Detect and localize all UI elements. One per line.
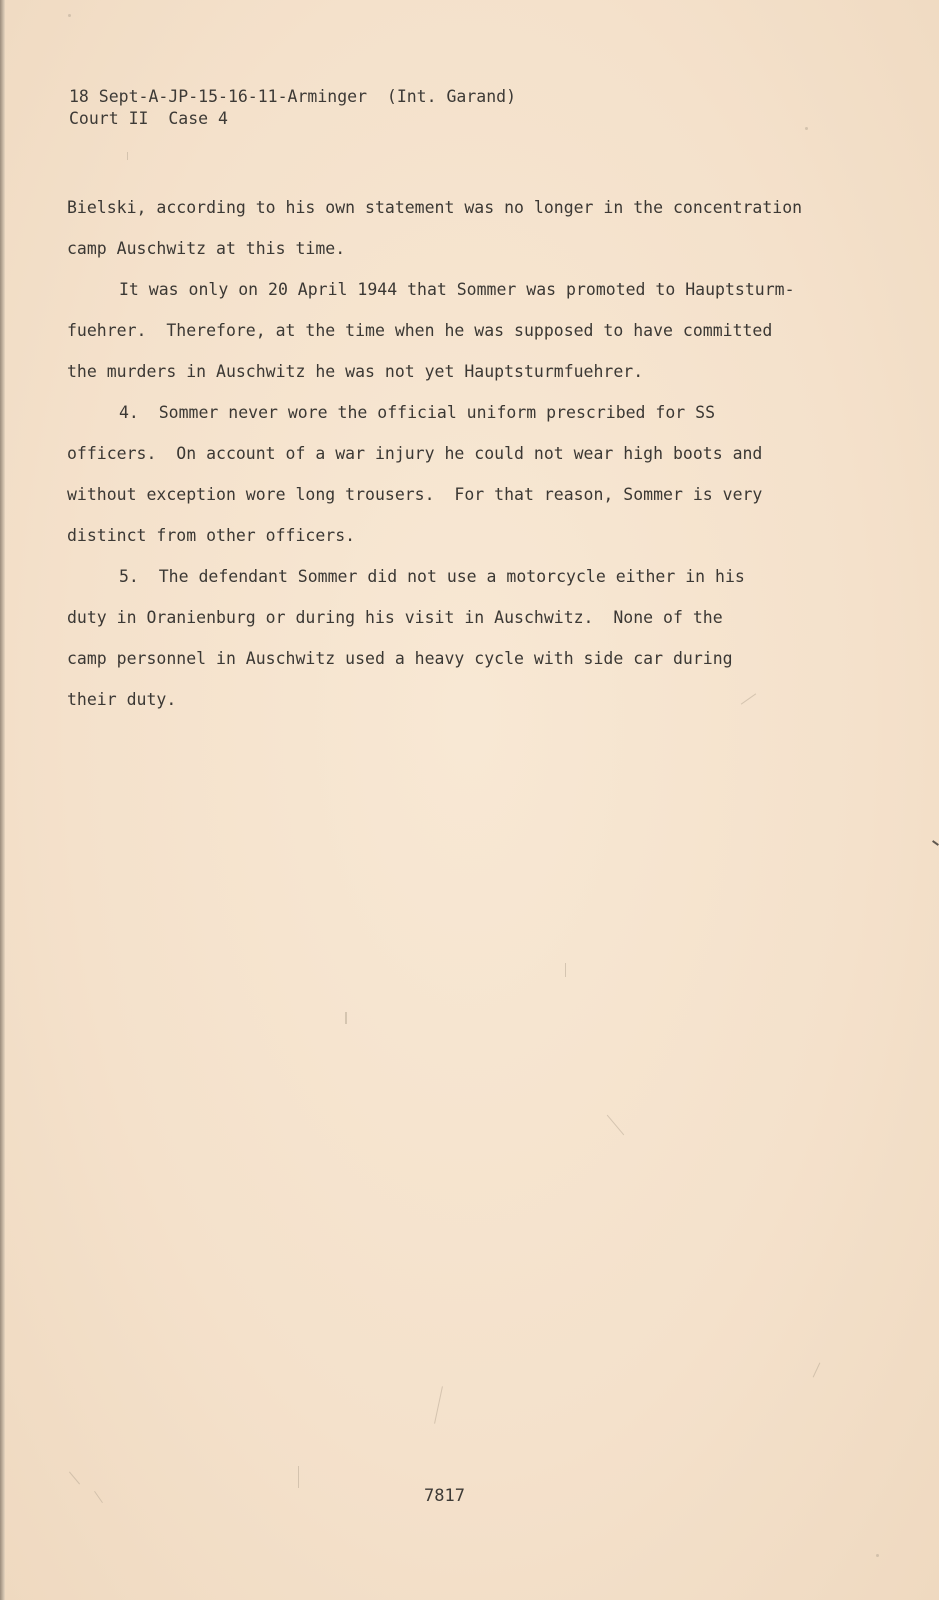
body-line: Bielski, according to his own statement was no longer in the concentration	[67, 198, 803, 217]
body-line: officers. On account of a war injury he could not wear high boots and	[67, 444, 763, 463]
paper-fiber	[345, 1012, 347, 1024]
body-line: fuehrer. Therefore, at the time when he was supposed to have committed	[67, 321, 773, 340]
body-line: duty in Oranienburg or during his visit in Auschwitz. None of the	[67, 608, 723, 627]
paper-fiber	[69, 1472, 80, 1485]
paper-edge	[0, 0, 5, 1600]
court-case-line: Court II Case 4	[69, 109, 228, 128]
paper-fiber	[434, 1386, 443, 1423]
page-number: 7817	[424, 1486, 465, 1506]
body-line: without exception wore long trousers. For that reason, Sommer is very	[67, 485, 763, 504]
paper-fiber	[813, 1363, 821, 1378]
body-line: their duty.	[67, 690, 177, 709]
body-line: camp Auschwitz at this time.	[67, 239, 346, 258]
paper-fiber	[932, 840, 939, 846]
body-line: distinct from other officers.	[67, 526, 356, 545]
body-line: the murders in Auschwitz he was not yet Hauptsturmfuehrer.	[67, 362, 644, 381]
paper-fiber	[94, 1491, 103, 1503]
case-reference: 18 Sept-A-JP-15-16-11-Arminger (Int. Garand)	[69, 87, 517, 106]
body-line: 5. The defendant Sommer did not use a motorcycle either in his	[119, 567, 745, 586]
document-header	[69, 86, 516, 130]
body-line: It was only on 20 April 1944 that Sommer was promoted to Hauptsturm-	[119, 280, 795, 299]
document-body	[67, 187, 847, 720]
paper-fiber	[565, 963, 566, 977]
paper-fiber	[805, 127, 808, 130]
paper-fiber	[68, 14, 71, 17]
body-line: 4. Sommer never wore the official uniform prescribed for SS	[119, 403, 716, 422]
paper-fiber	[607, 1115, 624, 1136]
body-line: camp personnel in Auschwitz used a heavy cycle with side car during	[67, 649, 733, 668]
paper-fiber	[876, 1554, 879, 1557]
paper-fiber	[298, 1466, 299, 1488]
paper-fiber	[127, 152, 128, 160]
